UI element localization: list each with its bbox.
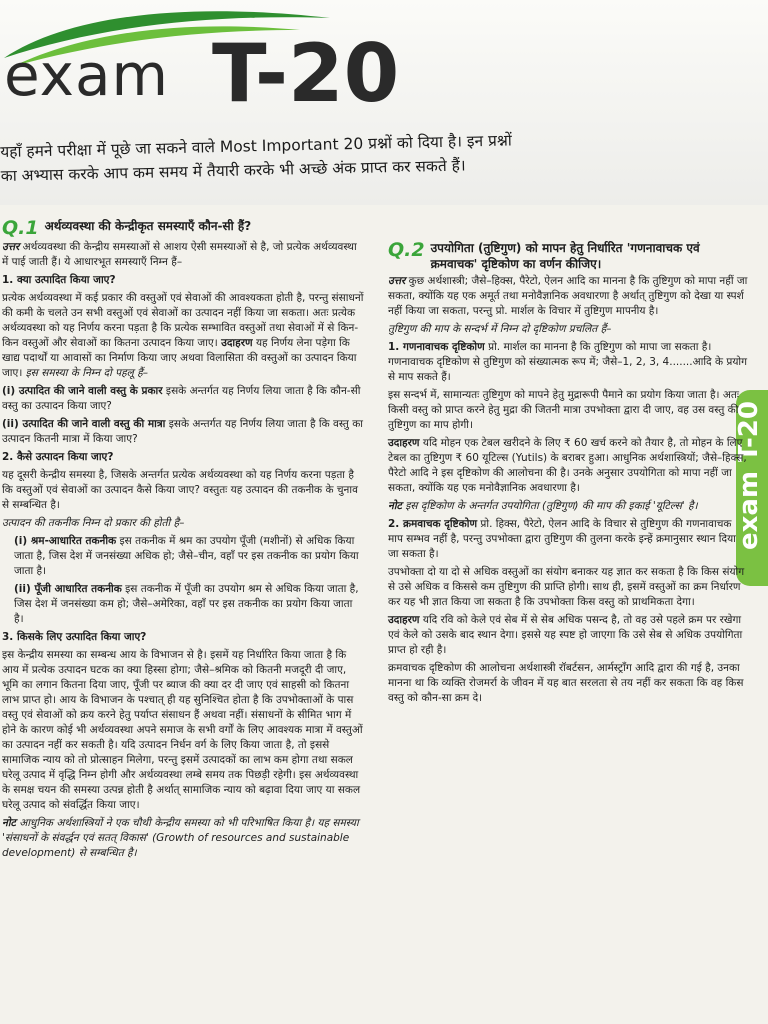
sub-point: (i) श्रम-आधारित तकनीक इस तकनीक में श्रम का उपयोग पूँजी (मशीनों) से अधिक किया जाता है, जिस देश में जनसंख्या अधिक हो; जैसे–चीन, वहाँ पर इस तकनीक का प्रयोग किया जाता है। — [14, 535, 359, 577]
paragraph: 1. गणनावाचक दृष्टिकोण प्रो. मार्शल का मानना है कि तुष्टिगुण को मापा जा सकता है। गणनावाचक दृष्टिकोण से तुष्टिगुण को संख्यात्मक रूप में; जैसे–1, 2, 3, 4.......आदि के प्रयोग से माप सकते हैं। — [388, 341, 748, 383]
question-title: अर्थव्यवस्था की केन्द्रीकृत समस्याएँ कौन-सी हैं? — [44, 219, 252, 233]
paragraph: इस केन्द्रीय समस्या का सम्बन्ध आय के विभाजन से है। इसमें यह निर्धारित किया जाता है कि आय में प्रत्येक उत्पादन घटक का क्या हिस्सा होगा; जैसे–श्रमिक को कितनी मजदूरी दी जाए, भूमि का लगान कितना दिया जाए, पूँजी पर ब्याज की क्या दर दी जाए एवं साहसी को कितना लाभ प्राप्त हो। आय के विभाजन के पश्चात् ही यह सुनिश्चित होता है कि उपभोक्ताओं के पास वस्तु एवं सेवाओं को क्रय करने हेतु पर्याप्त संसाधन हैं अथवा नहीं। संसाधनों के सीमित भाग में होने के कारण कोई भी अर्थव्यवस्था अपने समाज के सभी वर्गों के लिए आवश्यक मात्रा में वस्तुओं का उत्पादन नहीं कर सकती है। यदि उत्पादन निर्धन वर्ग के लिए किया जाता है, तो इससे सामाजिक न्याय को तो प्रोत्साहन मिलेगा, परन्तु इसमें उत्पादकों का लाभ कम होगा तथा सकल घरेलू उत्पाद में वृद्धि निम्न होगी और अर्थव्यवस्था लम्बे समय तक पिछड़ी रहेगी। इस अर्थव्यवस्था के समक्ष चयन की समस्या उत्पन्न होती है अर्थात् सामाजिक न्याय को बढ़ावा दिया जाए या सकल घरेलू उत्पाद को संवर्द्धित किया जाए। — [2, 649, 363, 811]
point-heading: 3. किसके लिए उत्पादित किया जाए? — [2, 631, 147, 643]
answer-intro: उत्तर कुछ अर्थशास्त्री; जैसे–हिक्स, पैरेटो, ऐलन आदि का मानना है कि तुष्टिगुण को मापा नहीं जा सकता, क्योंकि यह एक अमूर्त तथा मनोवैज्ञानिक अवधारणा है अर्थात् तुष्टिगुण को देखा या स्पर्श नहीं किया जा सकता, परन्तु प्रो. मार्शल के विचार में तुष्टिगुण मापनीय है। — [388, 275, 748, 317]
question-title: उपयोगिता (तुष्टिगुण) को मापन हेतु निर्धारित 'गणनावाचक एवं क्रमवाचक' दृष्टिकोण का वर्णन कीजिए। — [430, 241, 700, 271]
page-header — [0, 0, 768, 205]
right-column — [388, 240, 748, 709]
point-heading: 1. क्या उत्पादित किया जाए? — [2, 274, 116, 286]
paragraph: उदाहरण यदि रवि को केले एवं सेब में से सेब अधिक पसन्द है, तो वह उसे पहले क्रम पर रखेगा एवं केले को उसके बाद स्थान देगा। इससे यह स्पष्ट हो जाएगा कि उसे सेब से अधिक उपयोगिता प्राप्त हो रही है। — [388, 614, 743, 656]
brand-exam-text: exam — [4, 41, 170, 109]
sub-point: (i) उत्पादित की जाने वाली वस्तु के प्रकार इसके अन्तर्गत यह निर्णय लिया जाता है कि कौन-सी वस्तु का उत्पादन किया जाए? — [2, 385, 361, 412]
side-tab-label: exam T-20 — [734, 401, 764, 550]
paragraph: उदाहरण यदि मोहन एक टेबल खरीदने के लिए ₹ 60 खर्च करने को तैयार है, तो मोहन के लिए टेबल का तुष्टिगुण ₹ 60 यूटिल्स (Yutils) के बराबर हुआ। आधुनिक अर्थशास्त्रियों; जैसे–हिक्स, पैरेटो आदि ने इस दृष्टिकोण की आलोचना की है। उनके अनुसार उपयोगिता को मापा नहीं जा सकता, क्योंकि यह एक मनोवैज्ञानिक अवधारणा है। — [388, 437, 747, 494]
left-column — [2, 218, 364, 864]
note-line: उत्पादन की तकनीक निम्न दो प्रकार की होती है– — [2, 517, 185, 529]
paragraph: उपभोक्ता दो या दो से अधिक वस्तुओं का संयोग बनाकर यह ज्ञात कर सकता है कि किस संयोग से उसे अधिक व किससे कम तुष्टिगुण की प्राप्ति होगी। साथ ही, इसमें वस्तुओं का क्रम निर्धारण कर यह भी ज्ञात किया जा सकता है कि उपभोक्ता किस वस्तु को प्राथमिकता देगा। — [388, 566, 745, 608]
question-1-heading — [2, 218, 364, 238]
note-paragraph: नोट आधुनिक अर्थशास्त्रियों ने एक चौथी केन्द्रीय समस्या को भी परिभाषित किया है। यह समस्या 'संसाधनों के संवर्द्धन एवं सतत् विकास' (Growth of resources and sustainable development) से सम्बन्धित है। — [2, 817, 359, 859]
paragraph: 2. क्रमवाचक दृष्टिकोण प्रो. हिक्स, पैरेटो, ऐलन आदि के विचार से तुष्टिगुण की गणनावाचक माप सम्भव नहीं है, परन्तु उपभोक्ता द्वारा तुष्टिगुण की तुलना करके इन्हें क्रमानुसार स्थान दिया जा सकता है। — [388, 518, 736, 560]
answer-label: उत्तर — [388, 275, 406, 287]
note-paragraph: नोट इस दृष्टिकोण के अन्तर्गत उपयोगिता (तुष्टिगुण) की माप की इकाई 'यूटिल्स' है। — [388, 500, 698, 512]
intro-line-1: यहाँ हमने परीक्षा में पूछे जा सकने वाले Most Important 20 प्रश्नों को दिया है। इन प्रश्नों — [0, 131, 513, 161]
point-heading: 2. कैसे उत्पादन किया जाए? — [2, 451, 114, 463]
intro-text — [0, 123, 761, 188]
answer-label: उत्तर — [2, 241, 20, 253]
question-number: Q.1 — [2, 217, 39, 239]
question-number: Q.2 — [388, 239, 425, 261]
paragraph: इस सन्दर्भ में, सामान्यतः तुष्टिगुण को मापने हेतु मुद्रारूपी पैमाने का प्रयोग किया जाता है। अतः किसी वस्तु को प्राप्त करने हेतु मुद्रा की जितनी मात्रा उपभोक्ता द्वारा दी जाए, वह उस वस्तु की तुष्टिगुण का माप होगी। — [388, 389, 739, 431]
sub-point: (ii) पूँजी आधारित तकनीक इस तकनीक में पूँजी का उपयोग श्रम से अधिक किया जाता है, जिस देश में जनसंख्या कम हो; जैसे–अमेरिका, वहाँ पर इस तकनीक का प्रयोग किया जाता है। — [14, 583, 359, 625]
paragraph: प्रत्येक अर्थव्यवस्था में कई प्रकार की वस्तुओं एवं सेवाओं की आवश्यकता होती है, परन्तु संसाधनों की कमी के चलते उन सभी वस्तुओं एवं सेवाओं का उत्पादन नहीं किया जा सकता। अतः प्रत्येक अर्थव्यवस्था को यह निर्णय करना पड़ता है कि प्रत्येक सम्भावित वस्तुओं तथा सेवाओं में से किन-किन वस्तुओं और सेवाओं का कितना उत्पादन किया जाए। उदाहरण यह निर्णय लेना पड़ेगा कि खाद्य पदार्थों या आवासों का निर्माण किया जाए अथवा विलासिता की वस्तुओं का उत्पादन किया जाए। इस समस्या के निम्न दो पहलू हैं– — [2, 292, 364, 379]
sub-point: (ii) उत्पादित की जाने वाली वस्तु की मात्रा इसके अन्तर्गत यह निर्णय लिया जाता है कि वस्तु का उत्पादन कितनी मात्रा में किया जाए? — [2, 418, 364, 445]
paragraph: क्रमवाचक दृष्टिकोण की आलोचना अर्थशास्त्री रॉबर्टसन, आर्मस्ट्रॉंग आदि द्वारा की गई है, उनका मानना था कि व्यक्ति रोजमर्रा के जीवन में यह बात सरलता से तय नहीं कर सकता कि वह किस वस्तु को कौन-सा क्रम दे। — [388, 662, 744, 704]
paragraph: यह दूसरी केन्द्रीय समस्या है, जिसके अन्तर्गत प्रत्येक अर्थव्यवस्था को यह निर्णय करना पड़ता है कि वस्तुओं एवं सेवाओं का उत्पादन कैसे किया जाए? वस्तुतः यह उत्पादन की तकनीक के चुनाव से सम्बन्धित है। — [2, 469, 358, 511]
answer-intro: उत्तर अर्थव्यवस्था की केन्द्रीय समस्याओं से आशय ऐसी समस्याओं से है, जो प्रत्येक अर्थव्यवस्था में पाई जाती हैं। ये आधारभूत समस्याएँ निम्न हैं– — [2, 241, 357, 268]
question-2-heading — [388, 240, 748, 272]
brand-t20-text: T-20 — [212, 27, 400, 120]
note-line: तुष्टिगुण की माप के सन्दर्भ में निम्न दो दृष्टिकोण प्रचलित हैं– — [388, 323, 612, 335]
intro-line-2: का अभ्यास करके आप कम समय में तैयारी करके भी अच्छे अंक प्राप्त कर सकते हैं। — [0, 156, 466, 185]
